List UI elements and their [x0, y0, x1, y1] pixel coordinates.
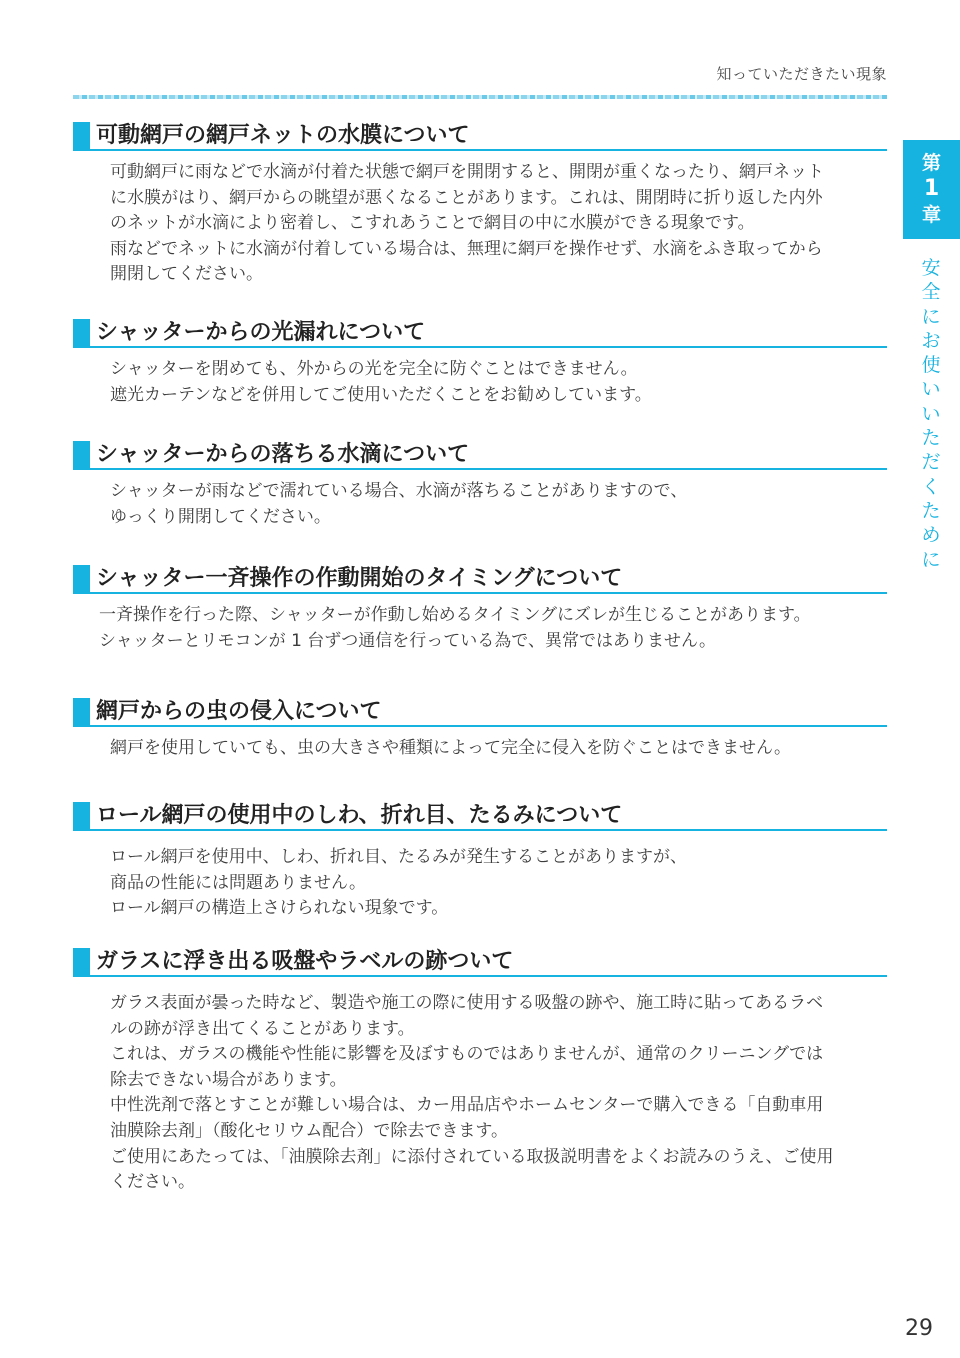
body-line: に水膜がはり、網戸からの眺望が悪くなることがあります。これは、開閉時に折り返した内外	[110, 187, 823, 208]
body-line: 雨などでネットに水滴が付着している場合は、無理に網戸を操作せず、水滴をふき取ってから	[110, 238, 823, 259]
chapter-tab-suffix: 章	[921, 204, 941, 226]
body-line: 油膜除去剤」（酸化セリウム配合）で除去できます。	[110, 1120, 508, 1141]
body-line: 網戸を使用していても、虫の大きさや種類によって完全に侵入を防ぐことはできません。	[110, 738, 792, 758]
chapter-tab	[903, 140, 960, 239]
body-line: シャッターとリモコンが 1 台ずつ通信を行っている為で、異常ではありません。	[99, 630, 716, 651]
section-heading: シャッターからの落ちる水滴について	[73, 441, 887, 470]
body-line: 一斉操作を行った際、シャッターが作動し始めるタイミングにズレが生じることがあります。	[99, 605, 811, 625]
body-line: 除去できない場合があります。	[110, 1069, 347, 1090]
body-line: 開閉してください。	[110, 264, 263, 285]
section-shutter-light-leak	[73, 319, 887, 408]
section-body	[73, 736, 887, 762]
body-line: ロール網戸の構造上さけられない現象です。	[110, 898, 449, 919]
section-body	[73, 357, 887, 408]
section-heading: シャッター一斉操作の作動開始のタイミングについて	[73, 565, 887, 594]
section-body	[73, 845, 887, 922]
section-heading: ガラスに浮き出る吸盤やラベルの跡ついて	[73, 948, 887, 977]
body-line: ガラス表面が曇った時など、製造や施工の際に使用する吸盤の跡や、施工時に貼ってあるラベ	[110, 993, 824, 1013]
section-screen-water-film	[73, 122, 887, 288]
section-body	[73, 991, 887, 1196]
running-header-title: 知っていただきたい現象	[716, 65, 887, 83]
section-heading: 網戸からの虫の侵入について	[73, 698, 887, 727]
section-body	[73, 160, 887, 288]
body-line: ご使用にあたっては、「油膜除去剤」に添付されている取扱説明書をよくお読みのうえ、ご使用	[110, 1146, 834, 1167]
section-body	[73, 603, 887, 654]
body-line: シャッターを閉めても、外からの光を完全に防ぐことはできません。	[110, 359, 638, 379]
section-shutter-dripping-water	[73, 441, 887, 530]
section-heading: ロール網戸の使用中のしわ、折れ目、たるみについて	[73, 802, 887, 831]
body-line: ルの跡が浮き出てくることがあります。	[110, 1018, 415, 1039]
chapter-tab-prefix: 第	[921, 152, 941, 174]
body-line: 遮光カーテンなどを併用してご使用いただくことをお勧めしています。	[110, 384, 652, 405]
section-heading: シャッターからの光漏れについて	[73, 319, 887, 348]
page-number: 29	[905, 1316, 933, 1341]
body-line: シャッターが雨などで濡れている場合、水滴が落ちることがありますので、	[110, 481, 688, 501]
body-line: ください。	[110, 1172, 195, 1193]
body-line: ロール網戸を使用中、しわ、折れ目、たるみが発生することがありますが、	[110, 847, 687, 867]
section-glass-suction-marks	[73, 948, 887, 1196]
chapter-tab-number: 1	[923, 176, 940, 201]
body-line: のネットが水滴により密着し、こすれあうことで網目の中に水膜ができる現象です。	[110, 213, 755, 234]
body-line: ゆっくり開閉してください。	[110, 506, 331, 527]
section-roll-screen-wrinkles	[73, 802, 887, 922]
section-heading: 可動網戸の網戸ネットの水膜について	[73, 122, 887, 151]
chapter-title-vertical: 安 全 に お 使 い い た だ く た め に	[921, 257, 941, 571]
body-line: 商品の性能には問題ありません。	[110, 872, 367, 893]
body-line: 中性洗剤で落とすことが難しい場合は、カー用品店やホームセンターで購入できる「自動車用	[110, 1095, 824, 1116]
header-divider	[73, 95, 887, 99]
body-line: 可動網戸に雨などで水滴が付着た状態で網戸を開閉すると、開閉が重くなったり、網戸ネット	[110, 162, 824, 182]
body-line: これは、ガラスの機能や性能に影響を及ぼすものではありませんが、通常のクリーニングでは	[110, 1044, 824, 1065]
section-shutter-batch-timing	[73, 565, 887, 654]
section-screen-insects	[73, 698, 887, 762]
section-body	[73, 479, 887, 530]
